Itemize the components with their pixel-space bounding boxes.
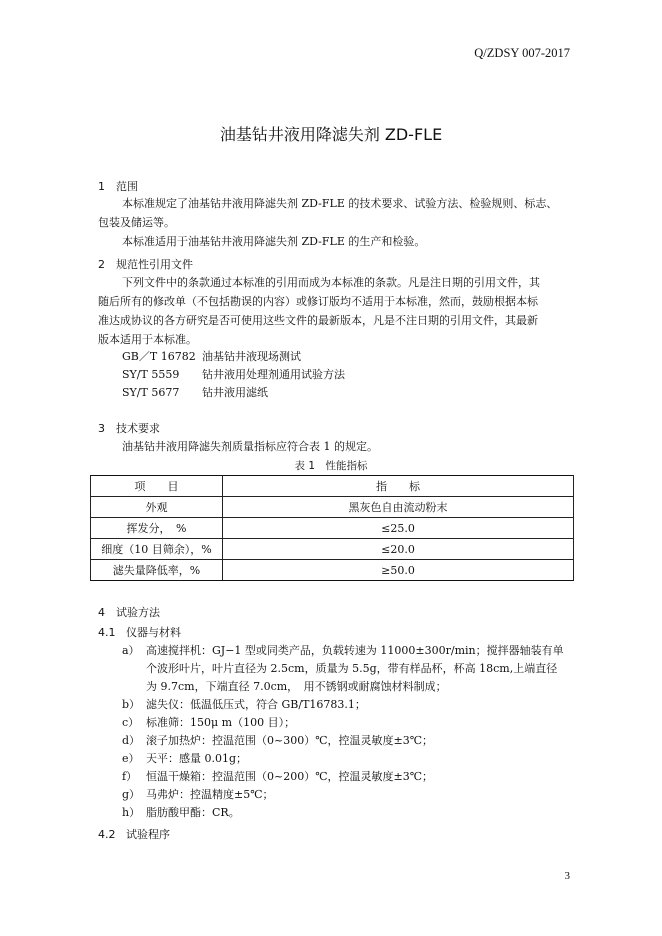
list-text: 标准筛：150μ m（100 目）； [146, 716, 296, 729]
list-continuation: 为 9.7cm，下端直径 7.0cm， 用不锈钢或耐腐蚀材料制成； [146, 680, 447, 693]
table-row [91, 497, 574, 518]
subsection-number: 4.2 [98, 828, 116, 841]
standard-number: Q/ZDSY 007-2017 [474, 46, 570, 60]
list-item [122, 697, 366, 713]
table-cell-value: ≥50.0 [223, 560, 574, 581]
reference-name: 油基钻井液现场测试 [202, 350, 301, 363]
list-text: 高速搅拌机：GJ−1 型或同类产品，负载转速为 11000±300r/min；搅拌器轴装有单 [146, 644, 564, 657]
table-row [91, 560, 574, 581]
subsection-title: 仪器与材料 [126, 626, 181, 639]
list-label: h） [122, 806, 141, 819]
table-header-row [91, 476, 574, 497]
list-label: c） [122, 716, 140, 729]
list-label: f） [122, 770, 138, 783]
subsection-number: 4.1 [98, 626, 116, 639]
table-cell-value: ≤20.0 [223, 539, 574, 560]
table-cell-item: 外观 [91, 497, 223, 518]
table-caption: 表 1 性能指标 [294, 460, 368, 472]
list-text: 滤失仪：低温低压式，符合 GB/T16783.1； [146, 698, 366, 711]
paragraph-line: 包装及储运等。 [98, 216, 175, 229]
reference-code: SY/T 5677 [122, 386, 180, 399]
subsection-title: 试验程序 [126, 828, 170, 841]
paragraph-line: 本标准适用于油基钻井液用降滤失剂 ZD-FLE 的生产和检验。 [122, 235, 426, 248]
section-title: 技术要求 [116, 422, 160, 435]
section-3-heading [98, 420, 160, 436]
reference-item [122, 349, 301, 365]
reference-item [122, 385, 268, 401]
reference-name: 钻井液用滤纸 [202, 386, 268, 399]
table-row [91, 518, 574, 539]
section-title: 范围 [116, 180, 138, 193]
table-header-cell: 项 目 [91, 476, 223, 497]
table-cell-value: ≤25.0 [223, 518, 574, 539]
list-item [122, 643, 564, 659]
subsection-4-2-heading [98, 826, 170, 842]
list-label: e） [122, 752, 140, 765]
section-1-heading [98, 178, 138, 194]
table-cell-item: 挥发分， % [91, 518, 223, 539]
section-number: 4 [98, 606, 105, 619]
list-item [122, 787, 274, 803]
list-item [122, 715, 295, 731]
table-row [91, 539, 574, 560]
section-4-heading [98, 604, 160, 620]
paragraph-line: 油基钻井液用降滤失剂质量指标应符合表 1 的规定。 [122, 440, 378, 453]
table-cell-item: 滤失量降低率，% [91, 560, 223, 581]
subsection-4-1-heading [98, 624, 181, 640]
list-continuation: 个波形叶片，叶片直径为 2.5cm，质量为 5.5g，带有样品杯，杯高 18cm,上端直径 [146, 662, 558, 675]
paragraph-line: 随后所有的修改单（不包括勘误的内容）或修订版均不适用于本标准，然而，鼓励根据本标 [98, 295, 538, 308]
document-title: 油基钻井液用降滤失剂 ZD-FLE [219, 125, 443, 144]
list-label: g） [122, 788, 141, 801]
list-text: 天平：感量 0.01g； [146, 752, 248, 765]
reference-name: 钻井液用处理剂通用试验方法 [202, 368, 345, 381]
list-item [122, 733, 433, 749]
section-2-heading [98, 256, 193, 272]
paragraph-line: 本标准规定了油基钻井液用降滤失剂 ZD-FLE 的技术要求、试验方法、检验规则、标志、 [122, 197, 558, 210]
list-text: 滚子加热炉：控温范围（0~300）℃，控温灵敏度±3℃； [146, 734, 434, 747]
paragraph-line: 版本适用于本标准。 [98, 333, 197, 346]
section-number: 3 [98, 422, 105, 435]
list-label: b） [122, 698, 141, 711]
list-item [122, 805, 240, 821]
performance-table [90, 475, 574, 581]
section-title: 试验方法 [116, 606, 160, 619]
section-number: 2 [98, 258, 105, 271]
paragraph-line: 下列文件中的条款通过本标准的引用而成为本标准的条款。凡是注日期的引用文件，其 [122, 276, 540, 289]
list-label: d） [122, 734, 141, 747]
reference-item [122, 367, 345, 383]
list-item [122, 751, 247, 767]
list-text: 恒温干燥箱：控温范围（0~200）℃，控温灵敏度±3℃； [146, 770, 434, 783]
list-label: a） [122, 644, 140, 657]
table-header-cell: 指 标 [223, 476, 574, 497]
list-text: 马弗炉：控温精度±5℃； [146, 788, 274, 801]
section-title: 规范性引用文件 [116, 258, 193, 271]
section-number: 1 [98, 180, 105, 193]
table-cell-value: 黑灰色自由流动粉末 [223, 497, 574, 518]
reference-code: GB／T 16782 [122, 350, 196, 363]
reference-code: SY/T 5559 [122, 368, 180, 381]
list-item [122, 769, 433, 785]
list-text: 脂肪酸甲酯：CR。 [146, 806, 240, 819]
page-number: 3 [564, 870, 570, 882]
table-cell-item: 细度（10 目筛余），% [91, 539, 223, 560]
paragraph-line: 准达成协议的各方研究是否可使用这些文件的最新版本，凡是不注日期的引用文件，其最新 [98, 314, 538, 327]
